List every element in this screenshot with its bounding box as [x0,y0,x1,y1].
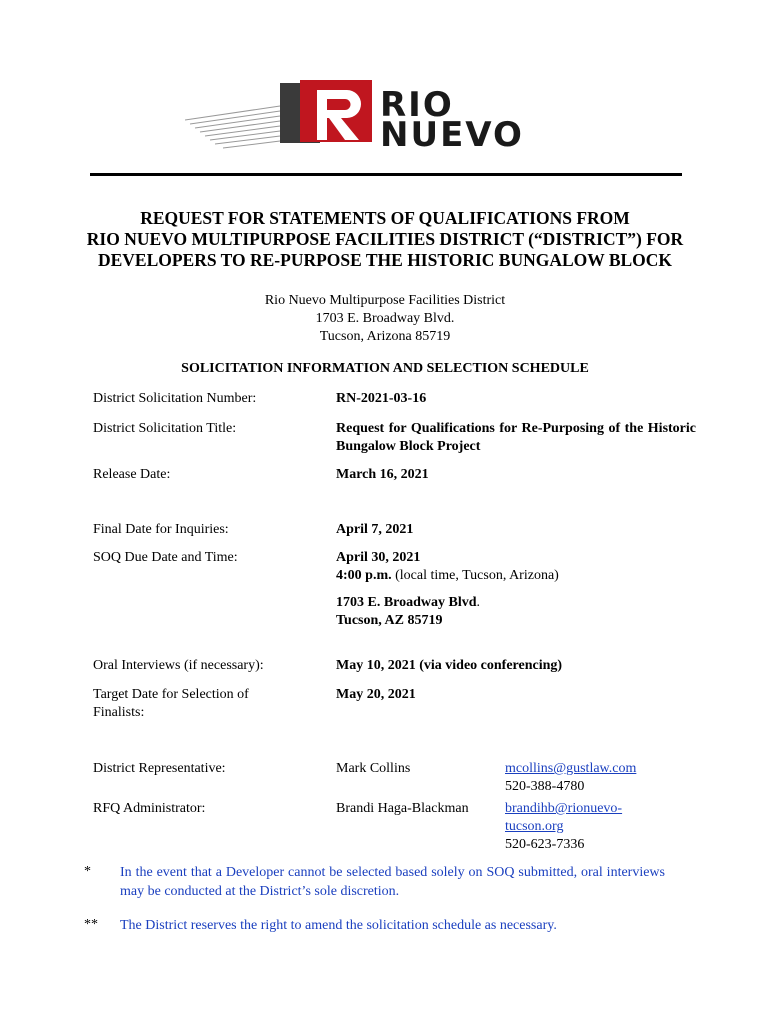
district-rep-name: Mark Collins [336,761,411,776]
solicitation-number-value: RN-2021-03-16 [336,391,427,406]
soq-location [336,594,696,630]
soq-location-period: . [476,595,481,610]
rep-email-link[interactable]: mcollins@gustlaw.com [505,761,637,776]
final-inquiries-label: Final Date for Inquiries: [93,522,229,537]
logo-word-nuevo: NUEVO [380,115,524,155]
soq-due-time-line [336,567,696,585]
oral-interviews-value: May 10, 2021 (via video conferencing) [336,658,563,673]
soq-due-label: SOQ Due Date and Time: [93,550,238,565]
title-line-3: DEVELOPERS TO RE-PURPOSE THE HISTORIC BUNGALOW BLOCK [97,250,673,270]
schedule-heading: SOLICITATION INFORMATION AND SELECTION SCHEDULE [181,361,589,376]
soq-location-street: 1703 E. Broadway Blvd [336,595,477,610]
admin-email-link[interactable] [505,800,705,836]
solicitation-number-label: District Solicitation Number: [93,391,257,406]
soq-due-value [336,549,696,585]
target-date-value: May 20, 2021 [336,687,416,702]
title-line-2: RIO NUEVO MULTIPURPOSE FACILITIES DISTRICT (“DISTRICT”) FOR [86,229,684,249]
soq-location-line-2: Tucson, AZ 85719 [336,613,443,628]
rfq-admin-label: RFQ Administrator: [93,801,206,816]
rfq-admin-contact [505,800,705,854]
note-1-text: In the event that a Developer cannot be selected based solely on SOQ submitted, oral interviews may be conducted at the District’s sole discretion. [120,865,665,899]
note-1-mark: * [84,864,91,879]
soq-due-time: 4:00 p.m. [336,568,392,583]
admin-phone: 520-623-7336 [505,837,585,852]
horizontal-divider [90,173,682,176]
target-date-label: Target Date for Selection of Finalists: [93,687,249,720]
release-date-value: March 16, 2021 [336,467,429,482]
rio-nuevo-logo [185,80,575,165]
rfq-admin-name: Brandi Haga-Blackman [336,801,469,816]
soq-due-time-note: (local time, Tucson, Arizona) [391,568,559,583]
note-2-mark: ** [84,917,98,932]
logo-mark-icon [185,80,380,165]
soq-location-line-1 [336,594,696,612]
district-rep-contact [505,760,705,796]
oral-interviews-label: Oral Interviews (if necessary): [93,658,264,673]
soq-due-date: April 30, 2021 [336,550,421,565]
note-2-text: The District reserves the right to amend the solicitation schedule as necessary. [120,918,557,933]
rep-phone: 520-388-4780 [505,779,585,794]
address-line-1: Rio Nuevo Multipurpose Facilities District [264,293,506,308]
admin-email-line-2: tucson.org [505,819,564,834]
final-inquiries-value: April 7, 2021 [336,522,414,537]
solicitation-title-label: District Solicitation Title: [93,421,237,436]
address-line-2: 1703 E. Broadway Blvd. [315,311,455,326]
release-date-label: Release Date: [93,467,171,482]
admin-email-line-1: brandihb@rionuevo- [505,801,623,816]
district-address [85,292,685,346]
logo-word-rio: RIO [380,85,454,125]
solicitation-title-value: Request for Qualifications for Re-Purposing of the Historic Bungalow Block Project [336,421,696,454]
title-line-1: REQUEST FOR STATEMENTS OF QUALIFICATIONS FROM [140,208,630,228]
document-title [60,208,710,271]
address-line-3: Tucson, Arizona 85719 [319,329,451,344]
district-rep-label: District Representative: [93,761,226,776]
